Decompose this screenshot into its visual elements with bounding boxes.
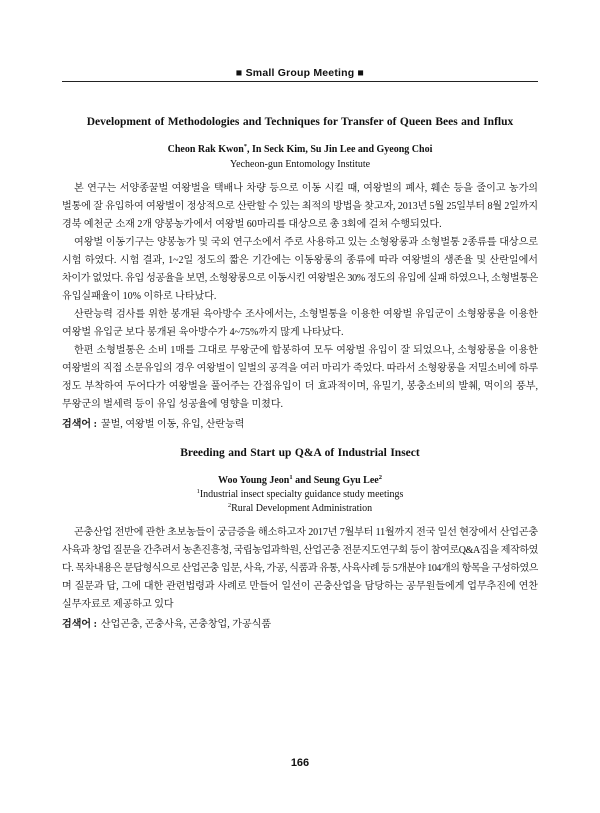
header-rule	[62, 81, 538, 82]
abstract-1-paragraph-3	[62, 306, 538, 342]
body-line: 며 질문과 답, 그에 대한 관련법령과 사례로 만들어 일선이 곤충산업을 담당하는 공무원들에게 업무추진에 연찬	[62, 581, 538, 592]
author-name: Cheon Rak Kwon	[167, 144, 244, 155]
abstract-1-body	[62, 180, 538, 414]
affiliation-mark: 1	[196, 488, 200, 495]
body-line: 여왕벌의 직접 소문유입의 경우 여왕벌이 일벌의 공격을 여러 마리가 죽었다. 따라서 소형왕롱을 저밀소비에 하루	[62, 363, 538, 374]
abstract-2-keywords	[62, 616, 538, 634]
abstract-1-authors	[62, 142, 538, 158]
abstract-1-paragraph-1	[62, 180, 538, 234]
abstract-1-title: Development of Methodologies and Techniques for Transfer of Queen Bees and Influx	[86, 116, 514, 128]
corresponding-author-mark: *	[243, 143, 248, 150]
keywords-value: 꿀벌, 여왕벌 이동, 유입, 산란능력	[100, 419, 245, 430]
body-line: 차이가 없었다. 유입 성공율을 보면, 소형왕롱으로 이동시킨 여왕벌은 30% 정도의 유입에 실패 하였으나, 소형벌통은	[62, 273, 538, 284]
body-line: 무왕군의 벌세력 등이 유입 성공율에 영향을 미쳤다.	[62, 399, 284, 410]
abstract-2-affiliation-1	[62, 488, 538, 502]
body-line: 정도 부착하여 두어다가 여왕벌을 풀어주는 간접유입이 더 효과적이며, 유밀기, 봉충소비의 발췌, 먹이의 풍부,	[62, 381, 538, 392]
body-line: 벌통에 잘 유입하여 여왕벌이 정상적으로 산란할 수 있는 최적의 방법을 찾고자, 2013년 5월 25일부터 8월 2일까지	[62, 201, 538, 212]
body-line: 다. 목차내용은 문답형식으로 산업곤충 입문, 사육, 가공, 식품과 유통, 사육사례 등 5개분야 104개의 항목을 구성하였으	[62, 563, 538, 574]
affiliation-name: Rural Development Administration	[231, 503, 373, 514]
body-line: 실무자료로 제공하고 있다	[62, 599, 174, 610]
abstract-2-body	[62, 524, 538, 614]
co-author-names: , In Seck Kim, Su Jin Lee and Gyeong Choi	[247, 144, 433, 155]
keywords-value: 산업곤충, 곤충사육, 곤충창업, 가공식품	[100, 619, 272, 630]
abstract-2-title: Breeding and Start up Q&A of Industrial Insect	[180, 447, 420, 459]
body-line: 한편 소형벌통은 소비 1매를 그대로 무왕군에 합봉하여 모두 여왕벌 유입이 잘 되었으나, 소형왕롱을 이용한	[74, 345, 538, 356]
affiliation-mark: 1	[289, 474, 293, 481]
keywords-label: 검색어 :	[62, 419, 97, 430]
body-line: 유입실패율이 10% 이하로 나타났다.	[62, 291, 217, 302]
body-line: 산란능력 검사를 위한 봉개된 육아방수 조사에서는, 소형벌통을 이용한 여왕벌 유입군이 소형왕롱을 이용한	[74, 309, 538, 320]
page-number: 166	[290, 757, 310, 769]
abstract-1-paragraph-2	[62, 234, 538, 306]
body-line: 사육과 창업 질문을 간추려서 농촌진흥청, 국립농업과학원, 산업곤충 전문지도연구회 등이 참여로Q&A집을 제작하였	[62, 545, 538, 556]
body-line: 여왕벌 이동기구는 양봉농가 및 국외 연구소에서 주로 사용하고 있는 소형왕롱과 소형벌통 2종류를 대상으로	[74, 237, 538, 248]
abstract-2-affiliation-2	[62, 502, 538, 516]
body-line: 여왕벌 유입군 보다 봉개된 육아방수가 4~75%까지 많게 나타났다.	[62, 327, 344, 338]
abstract-2-authors	[62, 473, 538, 489]
abstract-1-paragraph-4	[62, 342, 538, 414]
abstract-2-paragraph-1	[62, 524, 538, 614]
body-line: 경북 예천군 소재 2개 양봉농가에서 여왕벌 60마리를 대상으로 총 3회에 걸쳐 수행되었다.	[62, 219, 442, 230]
abstract-1-affiliation: Yecheon-gun Entomology Institute	[229, 159, 371, 170]
author-name: Woo Young Jeon	[218, 475, 290, 486]
body-line: 곤충산업 전반에 관한 초보농들이 궁금증을 해소하고자 2017년 7월부터 11월까지 전국 일선 현장에서 산업곤충	[74, 527, 538, 538]
co-author-names: and Seung Gyu Lee	[292, 475, 379, 486]
body-line: 본 연구는 서양종꿀벌 여왕벌을 택배나 차량 등으로 이동 시킬 때, 여왕벌의 폐사, 훼손 등을 줄이고 농가의	[74, 183, 538, 194]
affiliation-mark: 2	[227, 502, 232, 509]
running-header: ■ Small Group Meeting ■	[235, 67, 365, 79]
affiliation-name: Industrial insect specialty guidance study meetings	[199, 489, 404, 500]
abstract-1-keywords	[62, 416, 538, 434]
keywords-label: 검색어 :	[62, 619, 97, 630]
affiliation-mark: 2	[378, 474, 382, 481]
body-line: 시험 하였다. 시험 결과, 1~2일 정도의 짧은 기간에는 이동왕롱의 종류에 따라 여왕벌의 생존율 및 산란일에서	[62, 255, 538, 266]
